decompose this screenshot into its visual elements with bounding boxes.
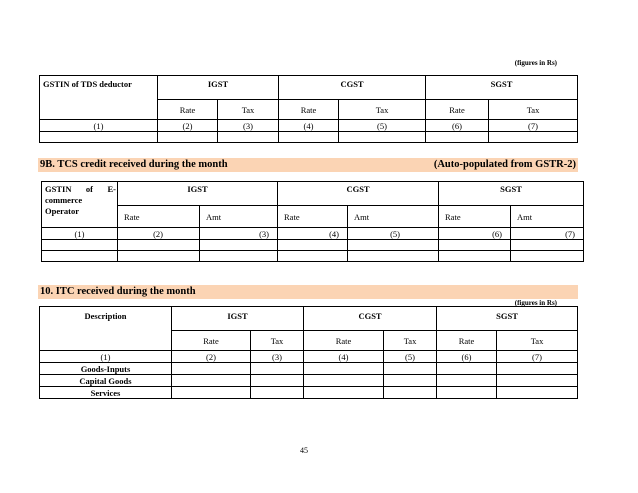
cgst-rate: Rate (278, 206, 348, 228)
col-number: (6) (426, 120, 489, 132)
col-number: (5) (348, 228, 439, 240)
page-number: 45 (300, 446, 308, 455)
col-number: (3) (251, 351, 304, 363)
col-number: (7) (511, 228, 584, 240)
col-number: (1) (40, 120, 158, 132)
table-row (42, 228, 584, 240)
col-number: (4) (304, 351, 384, 363)
sgst-rate: Rate (426, 100, 489, 120)
table-row (40, 351, 578, 363)
row-label-goods-inputs: Goods-Inputs (40, 363, 172, 375)
col-number: (3) (200, 228, 278, 240)
igst-rate: Rate (118, 206, 200, 228)
sgst-tax: Tax (489, 100, 578, 120)
igst-amt: Amt (200, 206, 278, 228)
section-9b-note: (Auto-populated from GSTR-2) (433, 159, 576, 170)
col-header-gstin-ecommerce (42, 182, 118, 228)
sgst-header: SGST (439, 182, 584, 206)
cgst-tax: Tax (384, 331, 437, 351)
header-line: GSTIN of E- (45, 184, 116, 194)
sgst-tax: Tax (497, 331, 578, 351)
table-row (40, 375, 578, 387)
col-number: (2) (158, 120, 218, 132)
igst-header: IGST (118, 182, 278, 206)
sgst-header: SGST (426, 76, 578, 100)
row-label-capital-goods: Capital Goods (40, 375, 172, 387)
col-number: (2) (172, 351, 251, 363)
cgst-rate: Rate (304, 331, 384, 351)
col-header-gstin-tds: GSTIN of TDS deductor (40, 76, 158, 120)
col-number: (4) (278, 228, 348, 240)
igst-rate: Rate (158, 100, 218, 120)
figures-note: (figures in Rs) (514, 299, 557, 307)
header-line: commerce (45, 195, 83, 205)
cgst-header: CGST (279, 76, 426, 100)
sgst-rate: Rate (439, 206, 511, 228)
tds-table (39, 75, 578, 143)
col-number: (1) (40, 351, 172, 363)
igst-tax: Tax (218, 100, 279, 120)
sgst-amt: Amt (511, 206, 584, 228)
table-row (40, 387, 578, 399)
table-row (40, 132, 578, 143)
row-label-services: Services (40, 387, 172, 399)
table-row (40, 120, 578, 132)
sgst-header: SGST (437, 307, 578, 331)
col-number: (5) (339, 120, 426, 132)
cgst-amt: Amt (348, 206, 439, 228)
col-number: (1) (42, 228, 118, 240)
igst-header: IGST (158, 76, 279, 100)
cgst-header: CGST (304, 307, 437, 331)
cgst-header: CGST (278, 182, 439, 206)
cgst-tax: Tax (339, 100, 426, 120)
col-header-description: Description (40, 307, 172, 351)
col-number: (5) (384, 351, 437, 363)
col-number: (2) (118, 228, 200, 240)
col-number: (4) (279, 120, 339, 132)
header-line: Operator (45, 206, 79, 216)
sgst-rate: Rate (437, 331, 497, 351)
cgst-rate: Rate (279, 100, 339, 120)
table-row (42, 251, 584, 262)
section-9b-heading (38, 158, 578, 172)
igst-tax: Tax (251, 331, 304, 351)
section-10-heading (38, 285, 578, 299)
section-9b-title: 9B. TCS credit received during the month (40, 159, 228, 170)
table-row (42, 240, 584, 251)
section-10-title: 10. ITC received during the month (40, 286, 196, 297)
col-number: (6) (439, 228, 511, 240)
table-row (40, 363, 578, 375)
igst-header: IGST (172, 307, 304, 331)
figures-note: (figures in Rs) (514, 59, 557, 67)
col-number: (7) (489, 120, 578, 132)
col-number: (3) (218, 120, 279, 132)
igst-rate: Rate (172, 331, 251, 351)
col-number: (7) (497, 351, 578, 363)
tcs-table (41, 181, 584, 262)
itc-table (39, 306, 578, 399)
col-number: (6) (437, 351, 497, 363)
